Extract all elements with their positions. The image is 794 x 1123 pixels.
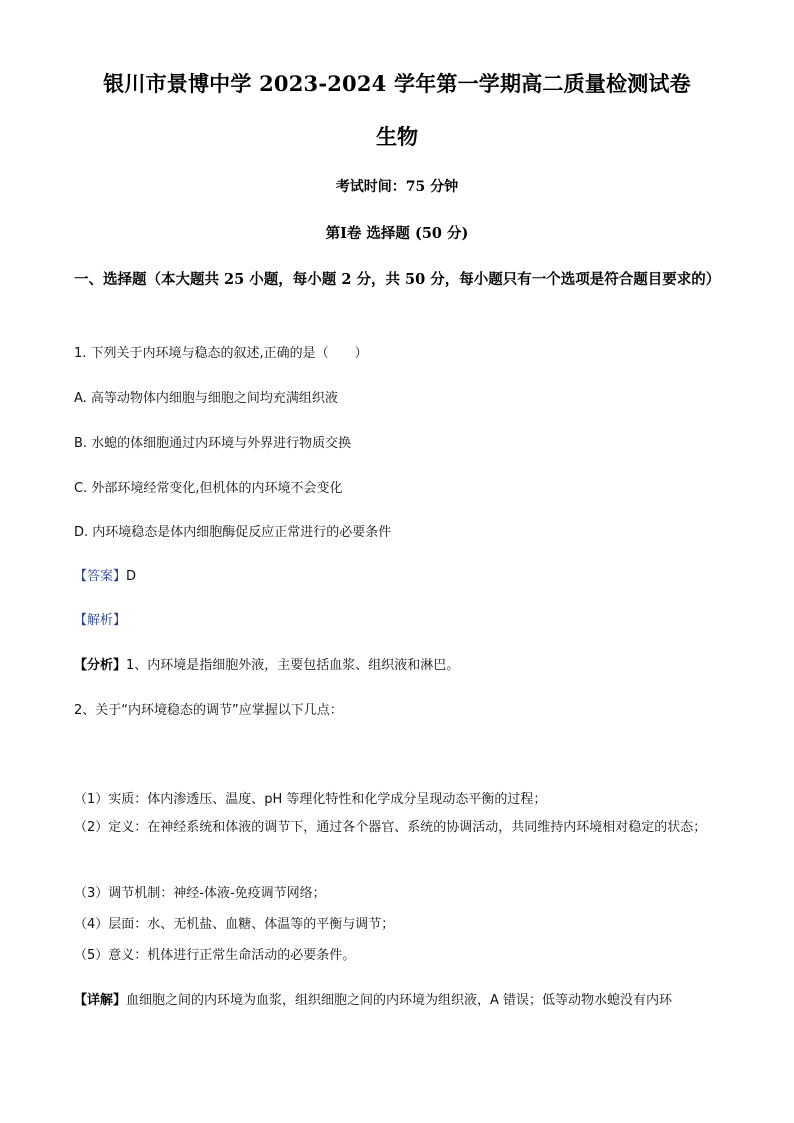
analysis-tag: 【解析】 [74, 613, 127, 628]
detail-tag: 【详解】 [74, 993, 127, 1008]
analysis-line [74, 609, 126, 628]
option-a: A. 高等动物体内细胞与细胞之间均充满组织液 [74, 391, 338, 406]
point-item-1: （1）实质：体内渗透压、温度、pH 等理化特性和化学成分呈现动态平衡的过程； [74, 792, 547, 807]
option-d: D. 内环境稳态是体内细胞酶促反应正常进行的必要条件 [74, 525, 392, 540]
point-2: 2、关于“内环境稳态的调节”应掌握以下几点： [74, 703, 343, 718]
fenxi-line [74, 654, 459, 673]
answer-line [74, 565, 136, 584]
volume-heading: 第Ⅰ卷 选择题 (50 分) [325, 225, 469, 242]
detail-line [74, 989, 672, 1008]
exam-time: 考试时间：75 分钟 [335, 179, 459, 195]
option-c: C. 外部环境经常变化,但机体的内环境不会变化 [74, 481, 343, 496]
answer-tag: 【答案】 [74, 569, 127, 584]
point-item-4: （4）层面：水、无机盐、血糖、体温等的平衡与调节； [74, 917, 395, 932]
detail-text: 血细胞之间的内环境为血浆，组织细胞之间的内环境为组织液，A 错误；低等动物水螅没有内环 [126, 993, 673, 1008]
option-b: B. 水螅的体细胞通过内环境与外界进行物质交换 [74, 436, 352, 451]
fenxi-tag: 【分析】 [74, 658, 127, 673]
subject-title: 生物 [376, 124, 418, 149]
point-item-5: （5）意义：机体进行正常生命活动的必要条件。 [74, 948, 356, 963]
question-stem: 1. 下列关于内环境与稳态的叙述,正确的是（ ） [74, 346, 368, 361]
point-item-3: （3）调节机制：神经-体液-免疫调节网络； [74, 886, 326, 901]
answer-value: D [126, 569, 137, 584]
fenxi-text: 1、内环境是指细胞外液，主要包括血浆、组织液和淋巴。 [126, 658, 460, 673]
exam-title: 银川市景博中学 2023-2024 学年第一学期高二质量检测试卷 [103, 71, 691, 96]
section-heading: 一、选择题（本大题共 25 小题，每小题 2 分，共 50 分，每小题只有一个选项是符合题目要求的） [74, 271, 721, 288]
point-item-2: （2）定义：在神经系统和体液的调节下，通过各个器官、系统的协调活动，共同维持内环境相对稳定的状态； [74, 820, 707, 835]
